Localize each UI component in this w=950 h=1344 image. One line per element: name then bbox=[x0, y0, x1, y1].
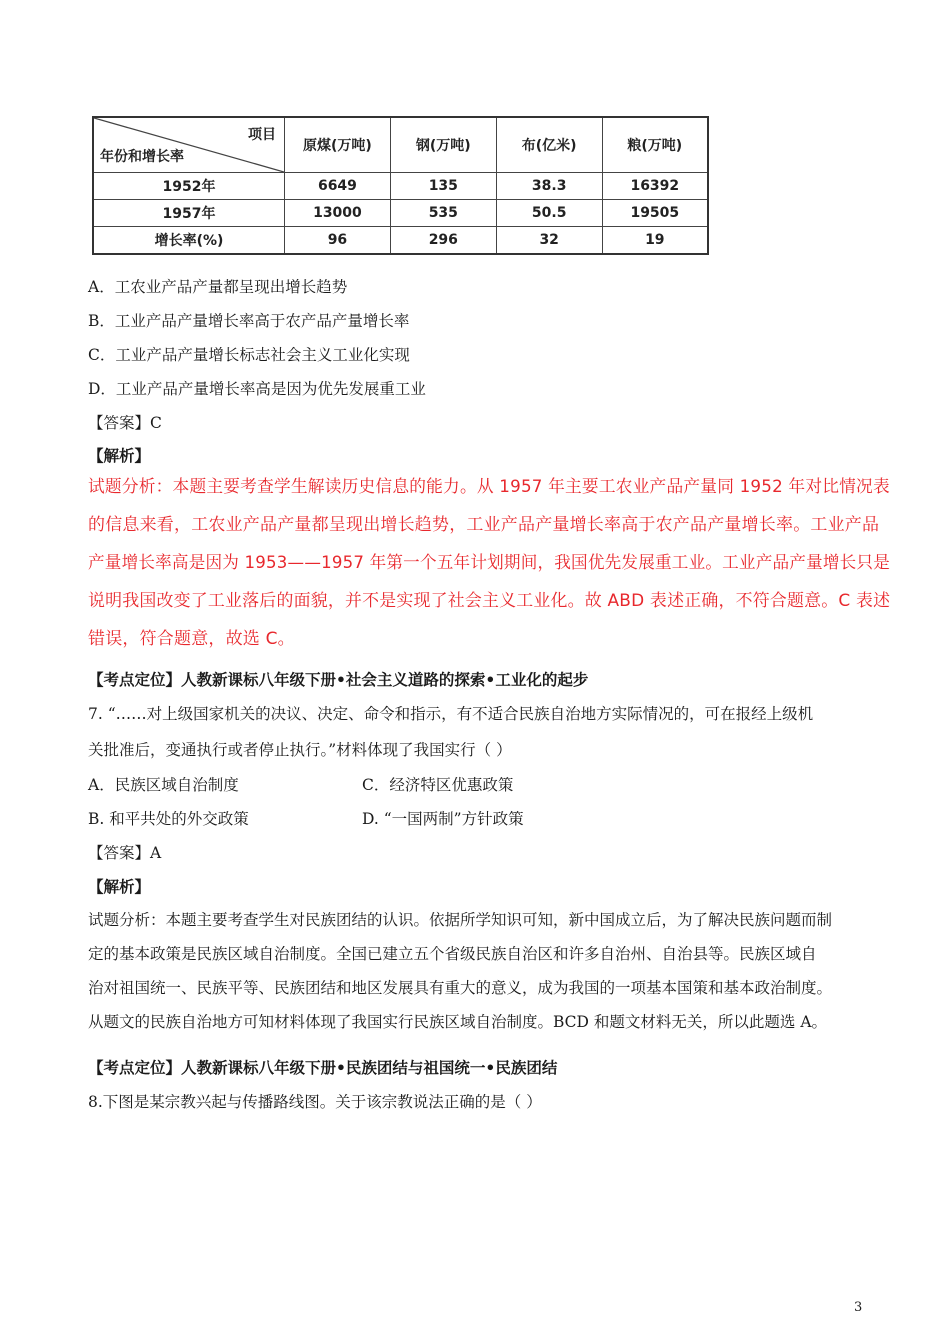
q7-options-row-2 bbox=[88, 809, 524, 829]
table-cell: 296 bbox=[390, 227, 496, 255]
q7-options-row-1 bbox=[88, 775, 514, 795]
table-header-row bbox=[93, 117, 708, 173]
q6-option-b: B．工业产品产量增长率高于农产品产量增长率 bbox=[88, 312, 410, 330]
q7-analysis-line: 从题文的民族自治地方可知材料体现了我国实行民族区域自治制度。BCD 和题文材料无关，所以此题选 A。 bbox=[88, 1013, 828, 1031]
q6-kaodian: 【考点定位】人教新课标八年级下册•社会主义道路的探索•工业化的起步 bbox=[88, 670, 589, 689]
table-cell: 135 bbox=[390, 173, 496, 200]
q7-option-a: A．民族区域自治制度 bbox=[88, 776, 239, 794]
table-cell: 6649 bbox=[285, 173, 391, 200]
q8-stem: 8.下图是某宗教兴起与传播路线图。关于该宗教说法正确的是（ ） bbox=[88, 1093, 542, 1111]
table-diagonal-header bbox=[93, 117, 285, 173]
q7-kaodian: 【考点定位】人教新课标八年级下册•民族团结与祖国统一•民族团结 bbox=[88, 1058, 558, 1077]
column-header: 原煤(万吨) bbox=[285, 117, 391, 173]
table-cell: 535 bbox=[390, 200, 496, 227]
q7-answer: 【答案】A bbox=[88, 844, 162, 862]
q6-option-a: A．工农业产品产量都呈现出增长趋势 bbox=[88, 278, 348, 296]
table-row bbox=[93, 200, 708, 227]
table-cell: 50.5 bbox=[496, 200, 602, 227]
table-cell: 13000 bbox=[285, 200, 391, 227]
q7-analysis-line: 定的基本政策是民族区域自治制度。全国已建立五个省级民族自治区和许多自治州、自治县等。民族区域自 bbox=[88, 945, 817, 963]
table-cell: 19 bbox=[602, 227, 708, 255]
row-label: 1957年 bbox=[93, 200, 285, 227]
table-row bbox=[93, 227, 708, 255]
q7-option-b: B. 和平共处的外交政策 bbox=[88, 810, 249, 828]
table-cell: 96 bbox=[285, 227, 391, 255]
column-header: 粮(万吨) bbox=[602, 117, 708, 173]
row-label: 增长率(%) bbox=[93, 227, 285, 255]
q7-analysis-line: 治对祖国统一、民族平等、民族团结和地区发展具有重大的意义，成为我国的一项基本国策和基本政治制度。 bbox=[88, 979, 833, 997]
q6-analysis-line: 说明我国改变了工业落后的面貌，并不是实现了社会主义工业化。故 ABD 表述正确，不符合题意。C 表述 bbox=[88, 591, 891, 611]
table-cell: 32 bbox=[496, 227, 602, 255]
q7-analysis-line: 试题分析：本题主要考查学生对民族团结的认识。依据所学知识可知，新中国成立后，为了解决民族问题而制 bbox=[88, 911, 833, 929]
table-row bbox=[93, 173, 708, 200]
q6-analysis-line: 错误，符合题意，故选 C。 bbox=[88, 629, 295, 649]
production-table bbox=[92, 116, 709, 255]
column-header: 钢(万吨) bbox=[390, 117, 496, 173]
page-number: 3 bbox=[854, 1300, 863, 1315]
q6-answer: 【答案】C bbox=[88, 414, 162, 432]
header-year-label: 年份和增长率 bbox=[100, 149, 184, 165]
q7-analysis-label: 【解析】 bbox=[88, 877, 151, 896]
header-item-label: 项目 bbox=[248, 127, 276, 143]
table-cell: 38.3 bbox=[496, 173, 602, 200]
q6-option-c: C．工业产品产量增长标志社会主义工业化实现 bbox=[88, 346, 410, 364]
q7-option-c: C．经济特区优惠政策 bbox=[362, 776, 514, 794]
q6-analysis-line: 的信息来看，工农业产品产量都呈现出增长趋势，工业产品产量增长率高于农产品产量增长率。工业产品 bbox=[88, 515, 880, 535]
q6-analysis-label: 【解析】 bbox=[88, 446, 151, 465]
table-cell: 19505 bbox=[602, 200, 708, 227]
q7-stem-line: 7. “……对上级国家机关的决议、决定、命令和指示，有不适合民族自治地方实际情况的，可在报经上级机 bbox=[88, 705, 814, 723]
q6-analysis-line: 产量增长率高是因为 1953——1957 年第一个五年计划期间，我国优先发展重工业。工业产品产量增长只是 bbox=[88, 553, 891, 573]
q6-analysis-line: 试题分析：本题主要考查学生解读历史信息的能力。从 1957 年主要工农业产品产量同 1952 年对比情况表 bbox=[88, 477, 890, 497]
table-cell: 16392 bbox=[602, 173, 708, 200]
row-label: 1952年 bbox=[93, 173, 285, 200]
q7-option-d: D. “一国两制”方针政策 bbox=[362, 810, 524, 828]
q6-option-d: D．工业产品产量增长率高是因为优先发展重工业 bbox=[88, 380, 426, 398]
column-header: 布(亿米) bbox=[496, 117, 602, 173]
q7-stem-line: 关批准后，变通执行或者停止执行。”材料体现了我国实行（ ） bbox=[88, 741, 512, 759]
